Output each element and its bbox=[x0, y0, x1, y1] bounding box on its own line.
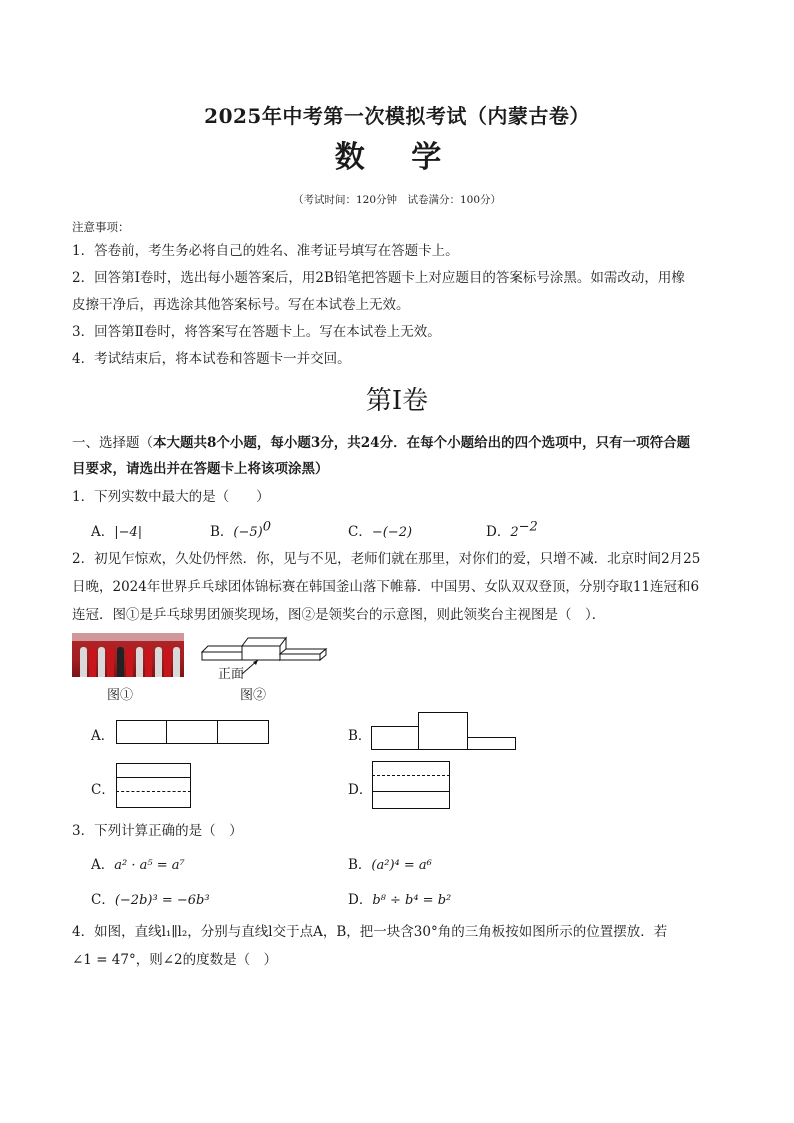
q1-option-a bbox=[91, 520, 142, 540]
note-item: 皮擦干净后，再选涂其他答案标号。写在本试卷上无效。 bbox=[72, 297, 410, 313]
part-heading bbox=[72, 433, 690, 453]
option-label: B． bbox=[210, 524, 234, 540]
q2-option-b-label: B． bbox=[348, 728, 372, 744]
q2-line: 连冠．图①是乒乓球男团颁奖现场，图②是领奖台的示意图，则此领奖台主视图是（ ）． bbox=[72, 607, 606, 623]
option-expr: |−4| bbox=[114, 525, 143, 540]
q2-option-a-figure bbox=[116, 720, 269, 744]
option-expr: b⁸ ÷ b⁴ = b² bbox=[372, 893, 452, 908]
award-photo bbox=[72, 633, 184, 677]
option-label: D． bbox=[348, 892, 373, 908]
q4-line: ∠1 = 47°，则∠2的度数是（ ） bbox=[72, 952, 278, 968]
q2-option-a-label: A． bbox=[91, 728, 115, 744]
option-expr: (a²)⁴ = a⁶ bbox=[371, 858, 432, 873]
fig2-caption: 图② bbox=[240, 688, 267, 703]
option-expr: a² · a⁵ = a⁷ bbox=[114, 858, 185, 873]
q1-stem: 1．下列实数中最大的是（ ） bbox=[72, 489, 270, 505]
fig1-caption: 图① bbox=[107, 688, 134, 703]
option-exponent: 0 bbox=[262, 519, 272, 535]
q3-option-c bbox=[91, 888, 210, 908]
note-item: 4．考试结束后，将本试卷和答题卡一并交回。 bbox=[72, 351, 351, 367]
q3-option-a bbox=[91, 853, 185, 873]
part-heading-bold: 本大题共8个小题，每小题3分，共24分．在每个小题给出的四个选项中，只有一项符合题 bbox=[153, 435, 691, 451]
q2-option-b-figure bbox=[371, 712, 516, 750]
option-label: B． bbox=[348, 857, 372, 873]
q2-option-d-figure bbox=[372, 761, 450, 809]
q1-option-c bbox=[348, 520, 412, 540]
q3-option-b bbox=[348, 853, 432, 873]
option-expr: (−2b)³ = −6b³ bbox=[114, 893, 210, 908]
part-heading-lead: 一、选择题（ bbox=[72, 435, 153, 451]
notes-heading: 注意事项： bbox=[72, 220, 130, 234]
q1-option-d bbox=[486, 520, 538, 540]
note-item: 3．回答第Ⅱ卷时，将答案写在答题卡上。写在本试卷上无效。 bbox=[72, 324, 441, 340]
q4-line: 4．如图，直线l₁∥l₂，分别与直线l交于点A，B，把一块含30°角的三角板按如图所示的位置摆放．若 bbox=[72, 924, 668, 940]
option-expr: −(−2) bbox=[371, 525, 413, 540]
option-label: A． bbox=[91, 524, 115, 540]
option-expr: (−5) bbox=[233, 525, 263, 540]
option-exponent: −2 bbox=[518, 519, 538, 535]
q2-option-d-label: D． bbox=[348, 782, 373, 798]
exam-title: 2025年中考第一次模拟考试（内蒙古卷） bbox=[204, 104, 590, 128]
q3-stem: 3．下列计算正确的是（ ） bbox=[72, 823, 243, 839]
note-item: 1．答卷前，考生务必将自己的姓名、准考证号填写在答题卡上。 bbox=[72, 243, 459, 259]
note-item: 2．回答第Ⅰ卷时，选出每小题答案后，用2B铅笔把答题卡上对应题目的答案标号涂黑。如需改动，用橡 bbox=[72, 270, 685, 286]
option-expr: 2 bbox=[510, 525, 519, 540]
subject-title: 数 学 bbox=[334, 140, 460, 175]
option-label: A． bbox=[91, 857, 115, 873]
option-label: D． bbox=[486, 524, 511, 540]
q2-line: 日晚，2024年世界乒乓球团体锦标赛在韩国釜山落下帷幕．中国男、女队双双登顶，分别夺取11连冠和6 bbox=[72, 579, 700, 595]
q2-option-c-figure bbox=[116, 763, 191, 808]
part-heading-line2: 目要求，请选出并在答题卡上将该项涂黑） bbox=[72, 461, 329, 477]
option-label: C． bbox=[91, 892, 115, 908]
front-label: 正面 bbox=[218, 667, 245, 682]
option-label: C． bbox=[348, 524, 372, 540]
section-title: 第Ⅰ卷 bbox=[365, 386, 429, 416]
q3-option-d bbox=[348, 888, 451, 908]
q2-option-c-label: C． bbox=[91, 782, 115, 798]
exam-info: （考试时间：120分钟 试卷满分：100分） bbox=[292, 194, 502, 206]
q2-line: 2．初见乍惊欢，久处仍怦然．你，见与不见，老师们就在那里，对你们的爱，只增不减．北京时间2月25 bbox=[72, 551, 701, 567]
q1-option-b bbox=[210, 520, 271, 540]
